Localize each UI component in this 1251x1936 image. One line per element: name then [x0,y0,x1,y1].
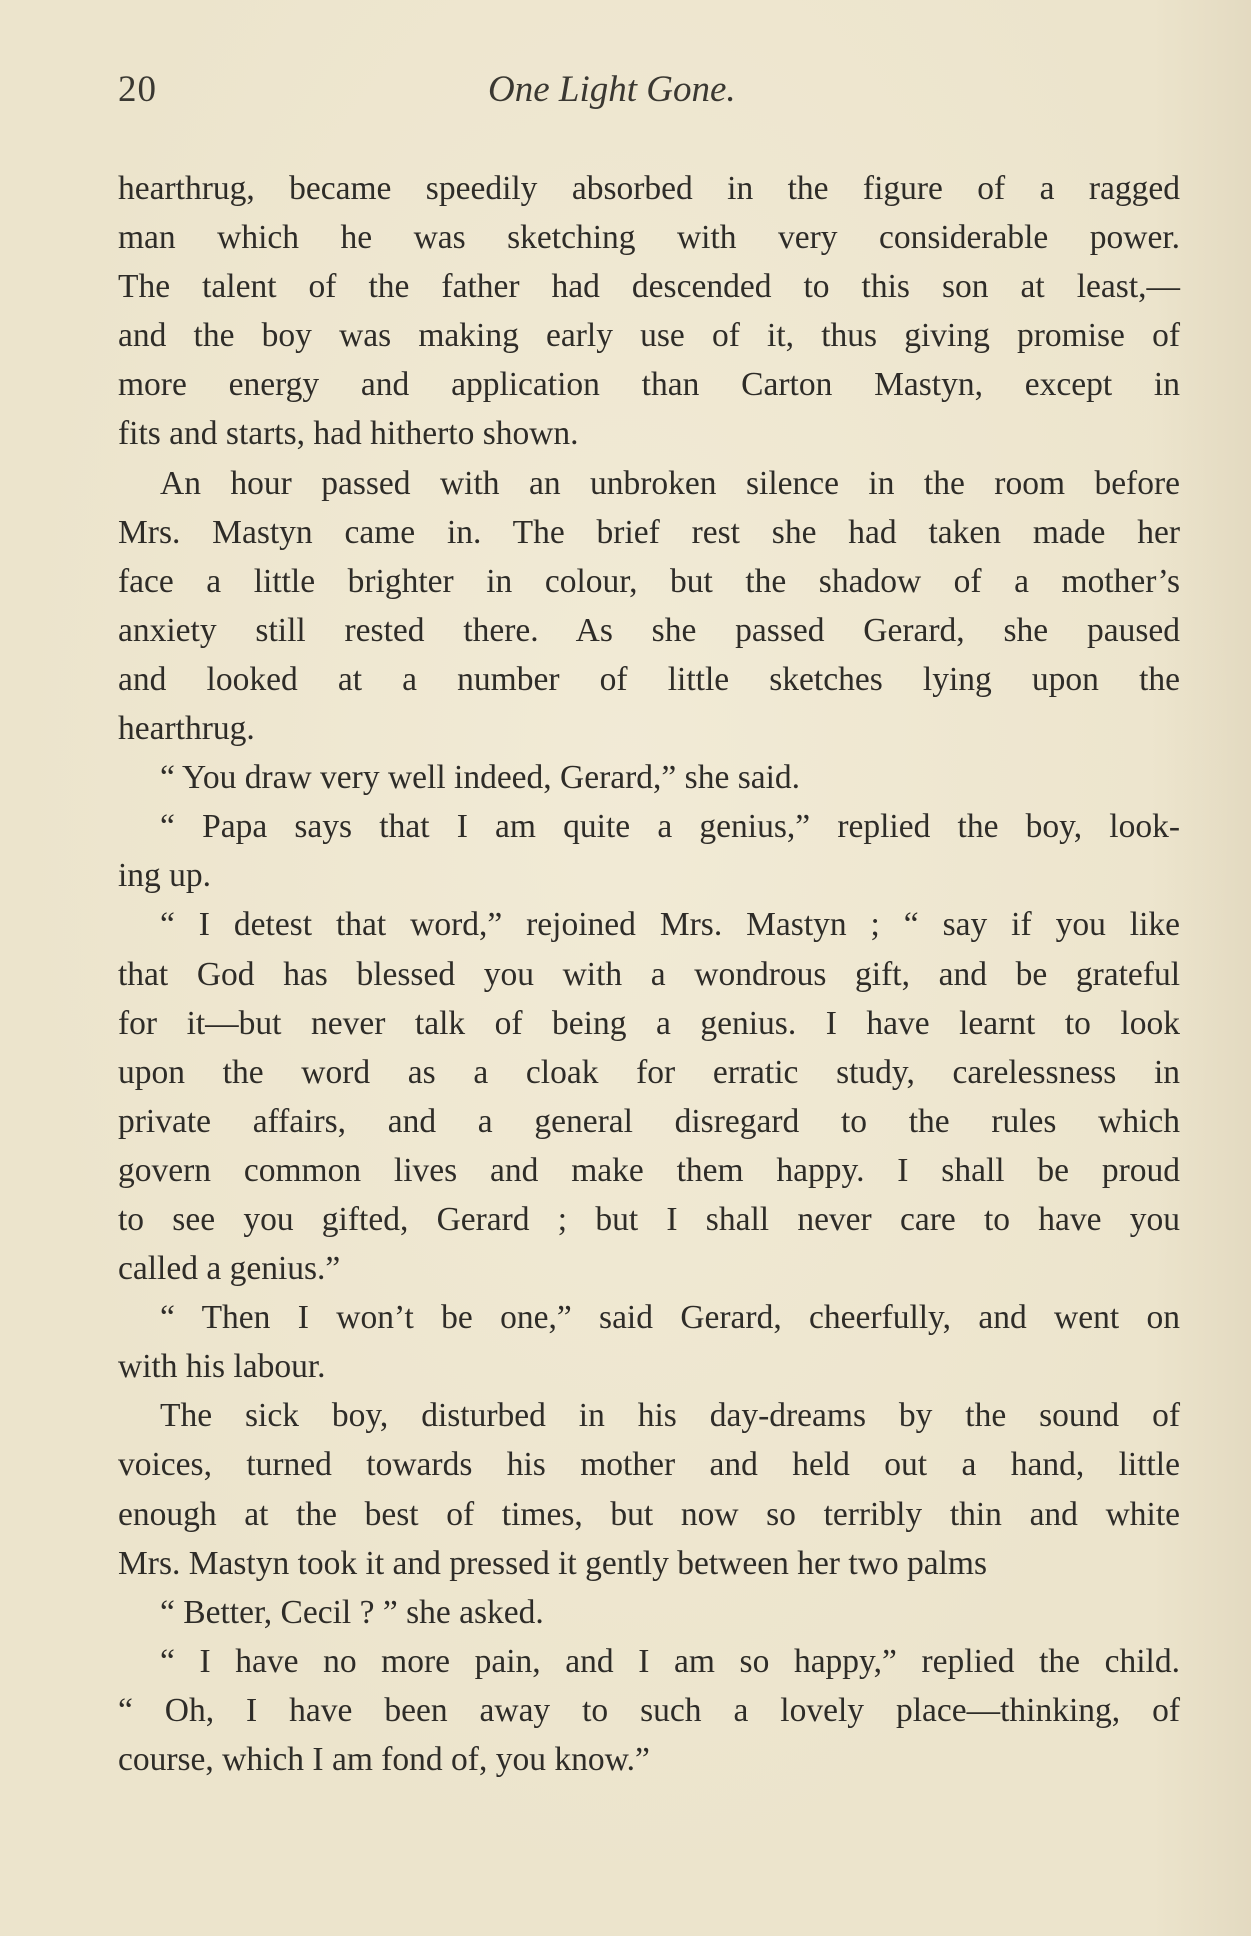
text-line: anxiety still rested there. As she passed Gerard, she paused [118,611,1180,649]
text-line: enough at the best of times, but now so terribly thin and white [118,1495,1180,1533]
paragraph [118,1588,1180,1637]
paragraph [118,459,1180,754]
text-line: govern common lives and make them happy. I shall be proud [118,1151,1180,1189]
text-line: voices, turned towards his mother and held out a hand, little [118,1446,1180,1484]
paragraph [118,1293,1180,1391]
text-line: An hour passed with an unbroken silence in the room before [160,464,1180,502]
text-line: “ Better, Cecil ? ” she asked. [160,1593,544,1631]
text-line: “ Papa says that I am quite a genius,” replied the boy, look- [160,808,1180,846]
paragraph [118,164,1180,459]
text-line: private affairs, and a general disregard to the rules which [118,1102,1180,1140]
text-line: upon the word as a cloak for erratic study, carelessness in [118,1053,1180,1091]
text-line: and looked at a number of little sketches lying upon the [118,660,1180,698]
text-line: and the boy was making early use of it, thus giving promise of [118,317,1180,355]
text-line: course, which I am fond of, you know.” [118,1741,650,1778]
text-line: face a little brighter in colour, but the shadow of a mother’s [118,562,1180,600]
text-line: Mrs. Mastyn came in. The brief rest she had taken made her [118,513,1180,551]
text-line: called a genius.” [118,1250,341,1288]
text-line: “ I have no more pain, and I am so happy,” replied the child. [160,1642,1180,1680]
text-line: that God has blessed you with a wondrous gift, and be grateful [118,955,1180,993]
paragraph [118,900,1180,1293]
running-title: One Light Gone. [488,69,736,110]
page-number: 20 [118,69,157,110]
text-line: ing up. [118,857,212,895]
paragraph [118,753,1180,802]
text-line: The talent of the father had descended to this son at least,— [118,268,1180,306]
text-line: Mrs. Mastyn took it and pressed it gently between her two palms [118,1544,987,1582]
text-line: “ You draw very well indeed, Gerard,” she said. [160,759,801,797]
body-text [118,164,1180,1784]
text-line: The sick boy, disturbed in his day-dreams by the sound of [160,1397,1180,1435]
text-line: more energy and application than Carton Mastyn, except in [118,366,1180,404]
text-line: man which he was sketching with very considerable power. [118,219,1180,257]
paragraph [118,802,1180,900]
text-line: with his labour. [118,1348,326,1386]
text-line: for it—but never talk of being a genius. I have learnt to look [118,1004,1180,1042]
text-line: to see you gifted, Gerard ; but I shall never care to have you [118,1200,1180,1238]
text-line: hearthrug, became speedily absorbed in the figure of a ragged [118,170,1180,207]
paragraph [118,1391,1180,1587]
text-line: “ Oh, I have been away to such a lovely place—thinking, of [118,1691,1180,1729]
paragraph [118,1637,1180,1784]
text-line: “ Then I won’t be one,” said Gerard, cheerfully, and went on [160,1299,1180,1337]
text-line: hearthrug. [118,710,255,748]
text-line: fits and starts, had hitherto shown. [118,415,579,453]
running-head [118,68,1188,128]
text-line: “ I detest that word,” rejoined Mrs. Mastyn ; “ say if you like [160,906,1180,944]
